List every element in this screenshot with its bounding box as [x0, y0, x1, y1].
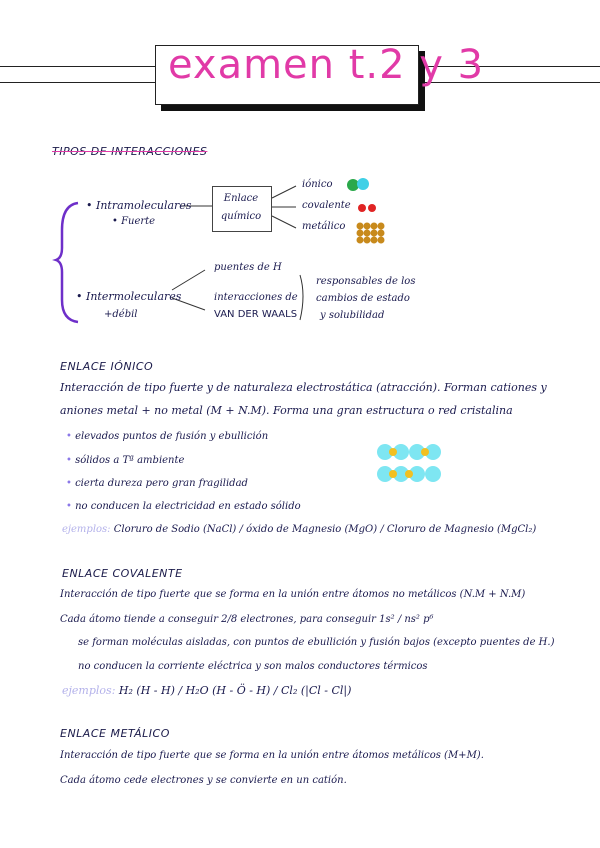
ionico-bullet-3: • cierta dureza pero gran fragilidad — [66, 478, 248, 489]
curly-brace — [56, 203, 78, 322]
vdw-line2: VAN DER WAALS — [214, 309, 298, 320]
ionico-heading: ENLACE IÓNICO — [60, 360, 154, 373]
intermoleculares: • Intermoleculares — [76, 290, 182, 303]
ionico-line1: Interacción de tipo fuerte y de naturaleza electrostática (atracción). Forman cationes y — [60, 381, 547, 394]
intramoleculares: • Intramoleculares — [86, 199, 192, 212]
metallic-lattice — [357, 223, 385, 244]
intra-fuerte: • Fuerte — [112, 216, 156, 227]
metalico-line1: Interacción de tipo fuerte que se forma en la unión entre átomos metálicos (M+M). — [60, 750, 484, 761]
covalente-heading: ENLACE COVALENTE — [62, 567, 183, 580]
responsables-3: y solubilidad — [320, 310, 385, 321]
covalente-line2: Cada átomo tiende a conseguir 2/8 electrones, para conseguir 1s² / ns² p⁶ — [60, 614, 434, 625]
covalente-line1: Interacción de tipo fuerte que se forma en la unión entre átomos no metálicos (N.M + N.M) — [60, 589, 526, 600]
puentes-h: puentes de H — [214, 262, 282, 273]
covalent-atom-1 — [358, 204, 366, 212]
ionico-bullet-1: • elevados puntos de fusión y ebullición — [66, 431, 269, 442]
ionico-bullet-2: • sólidos a Tª ambiente — [66, 455, 185, 466]
ionico-label: iónico — [302, 179, 333, 190]
ionico-bullet-4: • no conducen la electricidad en estado sólido — [66, 501, 301, 512]
metalico-label: metálico — [302, 221, 346, 232]
ionico-ejemplos: ejemplos: Cloruro de Sodio (NaCl) / óxido de Magnesio (MgO) / Cloruro de Magnesio (MgCl₂) — [62, 524, 537, 535]
ionico-line2: aniones metal + no metal (M + N.M). Forma una gran estructura o red cristalina — [60, 404, 513, 417]
ionic-atom-cyan — [357, 178, 369, 190]
metalico-line2: Cada átomo cede electrones y se convierte en un catión. — [60, 775, 347, 786]
covalente-line4: no conducen la corriente eléctrica y son malos conductores térmicos — [78, 661, 428, 672]
responsables-2: cambios de estado — [316, 293, 410, 304]
tipos-heading: TIPOS DE INTERACCIONES — [52, 145, 208, 158]
vdw-line1: interacciones de — [214, 292, 298, 303]
tipos-diagram — [0, 0, 600, 340]
enlace-quimico: Enlace químico — [220, 193, 262, 222]
covalente-label: covalente — [302, 200, 351, 211]
covalent-atom-2 — [368, 204, 376, 212]
ionic-lattice — [375, 440, 445, 490]
covalente-ejemplos: ejemplos: H₂ (H - H) / H₂O (H - Ö - H) / Cl₂ (|Cl - Cl|) — [62, 684, 352, 697]
covalente-line3: se forman moléculas aisladas, con puntos de ebullición y fusión bajos (excepto puentes de H.) — [78, 637, 555, 648]
responsables-1: responsables de los — [316, 276, 416, 287]
page-title: examen t.2 y 3 — [168, 42, 485, 88]
metalico-heading: ENLACE METÁLICO — [60, 727, 170, 740]
inter-debil: +débil — [104, 309, 138, 320]
